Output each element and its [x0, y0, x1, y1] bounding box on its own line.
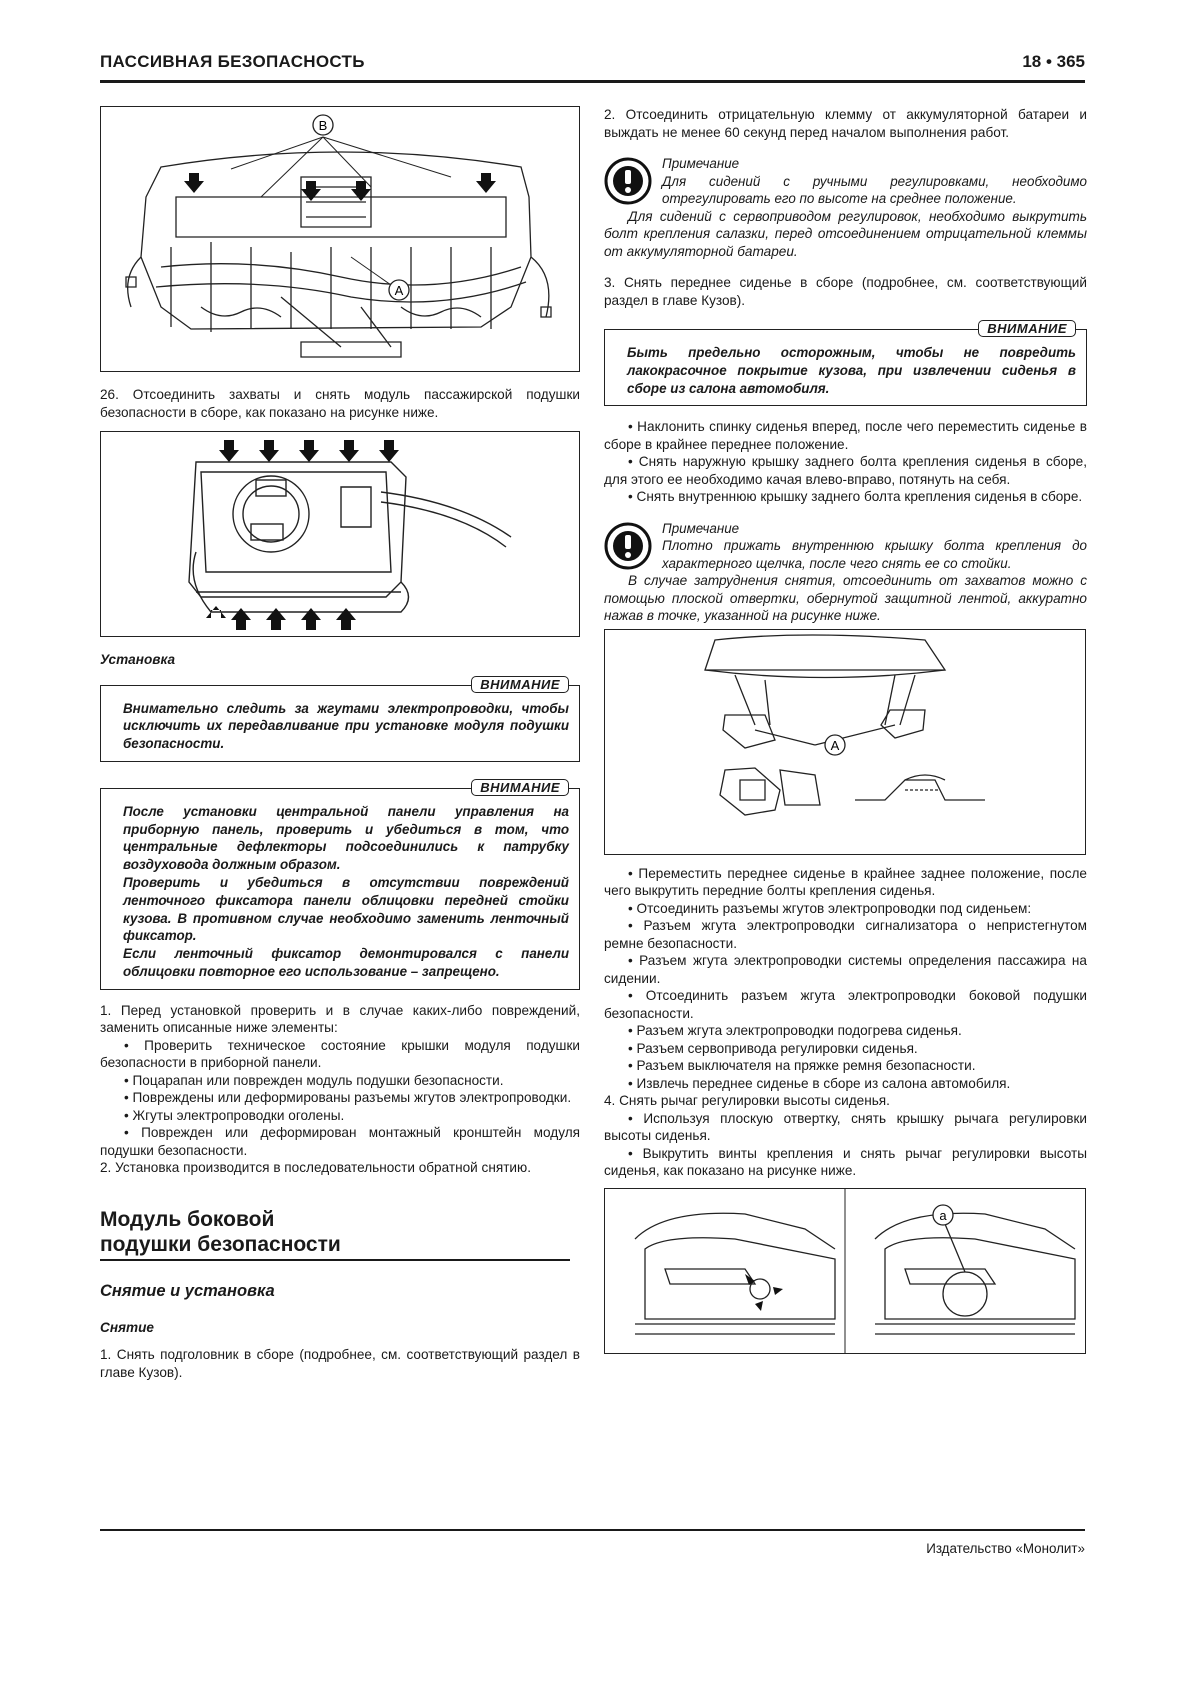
step-1: 1. Снять подголовник в сборе (подробнее, см. соответствующий раздел в главе Кузов).	[100, 1347, 580, 1380]
list-item: • Разъем выключателя на пряжке ремня безопасности.	[628, 1058, 976, 1074]
figure-airbag-module	[100, 431, 580, 637]
step-3: 3. Снять переднее сиденье в сборе (подробнее, см. соответствующий раздел в главе Кузов).	[604, 275, 1087, 308]
list-2	[604, 865, 1087, 1180]
note-2	[604, 520, 1087, 573]
list-item: • Поцарапан или поврежден модуль подушки безопасности.	[124, 1072, 504, 1088]
exclamation-icon	[604, 522, 652, 570]
list-item: • Жгуты электропроводки оголены.	[124, 1107, 345, 1123]
note-1	[604, 155, 1087, 208]
list-item: • Снять внутреннюю крышку заднего болта крепления сиденья в сборе.	[628, 489, 1083, 505]
list-item: • Поврежден или деформирован монтажный кронштейн модуля подушки безопасности.	[100, 1125, 580, 1158]
list-item: • Извлечь переднее сиденье в сборе из салона автомобиля.	[628, 1075, 1011, 1091]
label-b: B	[318, 118, 328, 133]
note-title: Примечание	[662, 156, 740, 171]
list-item: • Разъем жгута электропроводки подогрева сиденья.	[628, 1023, 962, 1039]
publisher: Издательство «Монолит»	[926, 1541, 1085, 1556]
figure-dashboard	[100, 106, 580, 372]
left-column	[100, 106, 580, 1381]
install-list	[100, 1002, 580, 1177]
warning-text-2: Проверить и убедиться в отсутствии повреждений ленточного фиксатора панели облицовки передней стойки кузова. В противном случае необходимо заменить ленточный фиксатор.	[123, 875, 569, 944]
section-title-line-2: подушки безопасности	[100, 1232, 341, 1256]
step-2: 2. Отсоединить отрицательную клемму от аккумуляторной батареи и выждать не менее 60 секунд перед началом выполнения работ.	[604, 107, 1087, 140]
list-item: • Проверить техническое состояние крышки модуля подушки безопасности в приборной панели.	[100, 1037, 580, 1071]
list-item: • Повреждены или деформированы разъемы жгутов электропроводки.	[124, 1090, 572, 1106]
list-item: 2. Установка производится в последовательности обратной снятию.	[100, 1160, 531, 1176]
bullets-1	[604, 418, 1087, 506]
list-item: 1. Перед установкой проверить и в случае каких-либо повреждений, заменить описанные ниже элементы:	[100, 1002, 580, 1036]
step-26: 26. Отсоединить захваты и снять модуль пассажирской подушки безопасности в сборе, как показано на рисунке ниже.	[100, 387, 580, 420]
list-item: • Используя плоскую отвертку, снять крышку рычага регулировки высоты сиденья.	[604, 1110, 1087, 1144]
page-number: 18 • 365	[1022, 52, 1085, 71]
list-item: • Выкрутить винты крепления и снять рычаг регулировки высоты сиденья, как показано на рисунке ниже.	[604, 1145, 1087, 1179]
list-item: • Разъем жгута электропроводки системы определения пассажира на сидении.	[604, 953, 1087, 986]
label-a: A	[830, 737, 840, 753]
figure-height-lever	[604, 1188, 1086, 1354]
exclamation-icon	[604, 157, 652, 205]
list-item: • Разъем сервопривода регулировки сиденья.	[628, 1040, 918, 1056]
warning-text-3: Если ленточный фиксатор демонтировался с панели облицовки повторное его использование – запрещено.	[123, 946, 569, 980]
list-item: • Снять наружную крышку заднего болта крепления сиденья в сборе, для этого ее необходимо качая влево-вправо, потянуть на себя.	[604, 454, 1087, 487]
removal-heading: Снятие	[100, 1319, 154, 1335]
list-item: • Переместить переднее сиденье в крайнее заднее положение, после чего выкрутить передние болты крепления сиденья.	[604, 865, 1087, 899]
label-a: A	[394, 283, 404, 298]
footer-rule	[100, 1529, 1085, 1531]
section-heading	[100, 1207, 580, 1262]
warning-text: Внимательно следить за жгутами электропроводки, чтобы исключить их передавливание при установке модуля подушки безопасности.	[123, 700, 569, 752]
warning-tag: ВНИМАНИЕ	[471, 779, 569, 796]
warning-box-2	[100, 779, 580, 990]
note-text-2: В случае затруднения снятия, отсоединить от захватов можно с помощью плоской отвертки, обернутой защитной лентой, аккуратно нажав в точке, указанной на рисунке ниже.	[604, 573, 1087, 624]
warning-tag: ВНИМАНИЕ	[978, 320, 1076, 337]
list-item: • Разъем жгута электропроводки сигнализатора о непристегнутом ремне безопасности.	[604, 918, 1087, 951]
warning-text-1: После установки центральной панели управления на приборную панель, проверить и убедиться в том, что центральные дефлекторы подсоединились к патрубку воздуховода должным образом.	[123, 803, 569, 873]
chapter-title: ПАССИВНАЯ БЕЗОПАСНОСТЬ	[100, 52, 365, 71]
list-item: • Наклонить спинку сиденья вперед, после чего переместить сиденье в сборе в крайнее переднее положение.	[604, 419, 1087, 452]
section-rule	[100, 1259, 570, 1262]
warning-tag: ВНИМАНИЕ	[471, 676, 569, 693]
page-header	[100, 52, 1085, 80]
note-text-2: Для сидений с сервоприводом регулировок, необходимо выкрутить болт крепления салазки, перед отсоединением отрицательной клеммы от аккумуляторной батареи.	[604, 208, 1087, 259]
note-text-1: Для сидений с ручными регулировками, необходимо отрегулировать его по высоте на среднее положение.	[662, 173, 1087, 206]
note-title: Примечание	[662, 520, 740, 536]
section-title-line-1: Модуль боковой	[100, 1207, 275, 1231]
subsection-title: Снятие и установка	[100, 1282, 275, 1301]
warning-text: Быть предельно осторожным, чтобы не повредить лакокрасочное покрытие кузова, при извлечении сиденья в сборе из салона автомобиля.	[627, 345, 1076, 396]
install-heading: Установка	[100, 652, 176, 667]
list-item: 4. Снять рычаг регулировки высоты сиденья.	[604, 1093, 890, 1109]
list-item: • Отсоединить разъемы жгутов электропроводки под сиденьем:	[628, 900, 1032, 916]
label-a-small: a	[939, 1207, 947, 1223]
header-rule	[100, 80, 1085, 83]
figure-seat-rail	[604, 629, 1086, 855]
warning-box-1	[100, 676, 580, 762]
warning-box-3	[604, 321, 1087, 406]
note-text-1: Плотно прижать внутреннюю крышку болта крепления до характерного щелчка, после чего снять ее со стойки.	[662, 538, 1087, 571]
list-item: • Отсоединить разъем жгута электропроводки боковой подушки безопасности.	[604, 988, 1087, 1021]
right-column	[604, 106, 1087, 1354]
